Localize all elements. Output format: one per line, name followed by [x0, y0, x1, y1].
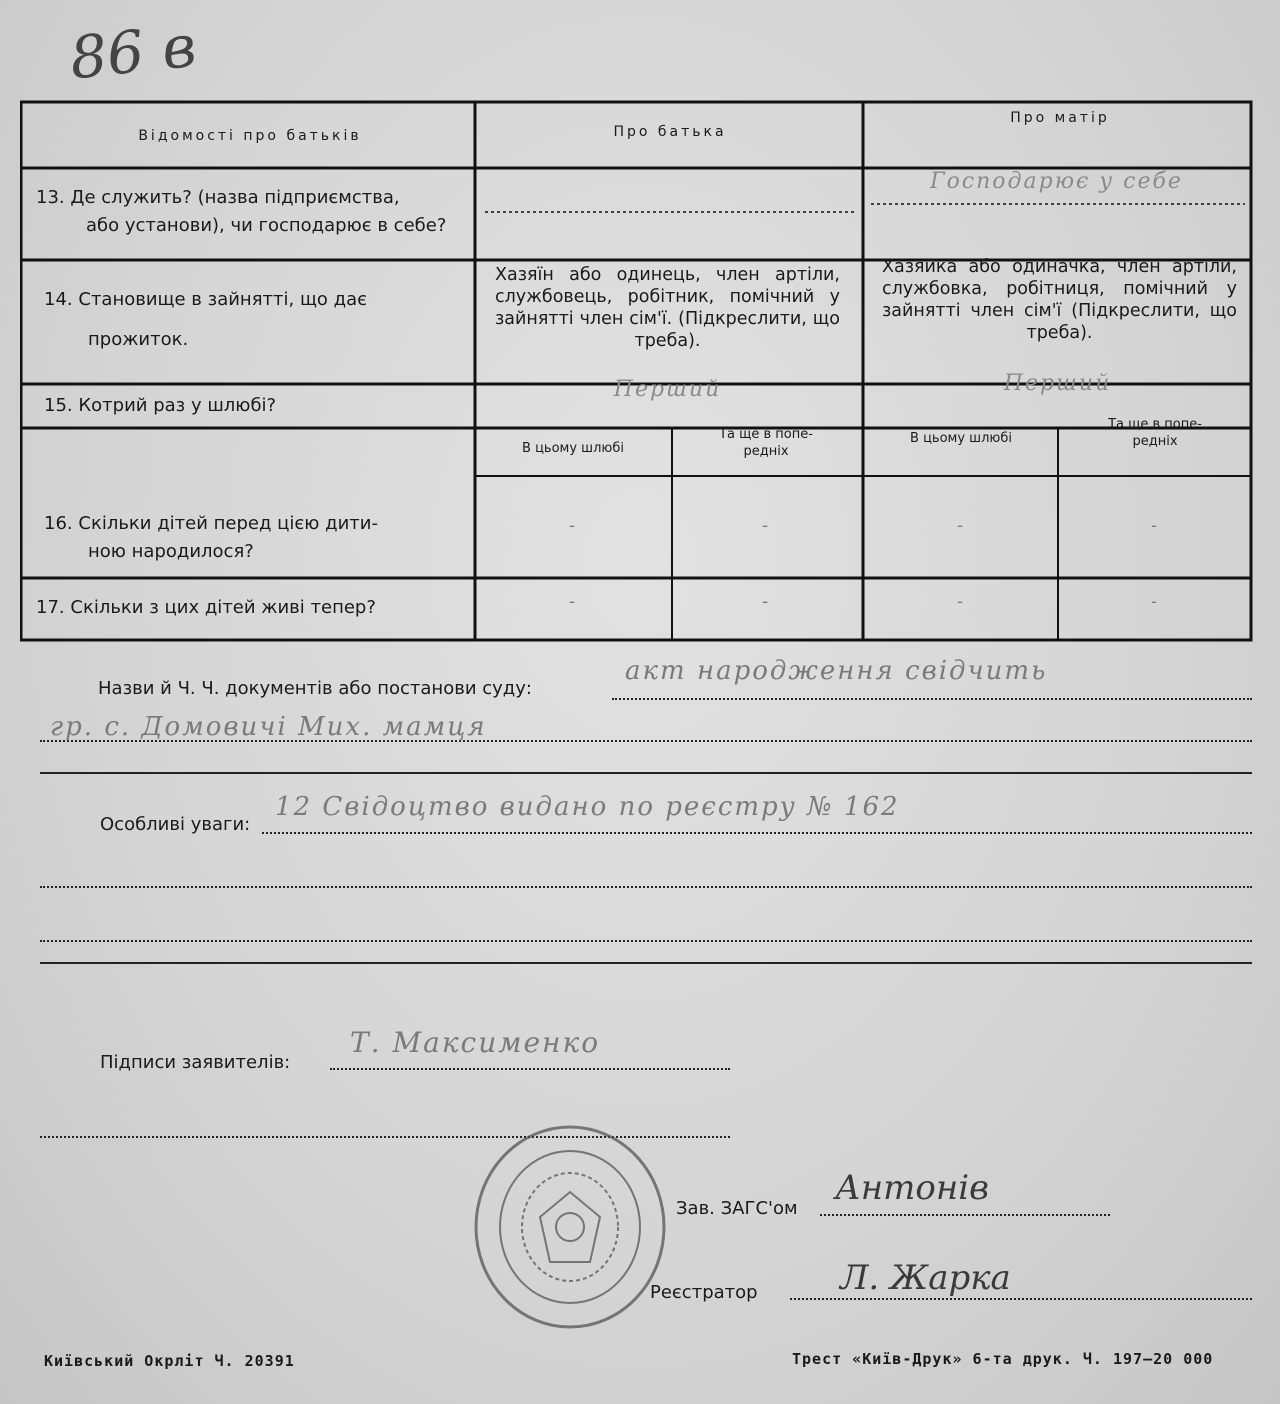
documents-value-line1: акт народження свідчить — [625, 656, 1048, 686]
row-14-question-line1: Становище в зайнятті, що дає — [78, 289, 367, 310]
row-15-mother-value: Перший — [1003, 371, 1112, 396]
registrar-signature: Л. Жарка — [840, 1258, 1011, 1298]
documents-rule — [40, 772, 1252, 774]
row-13-question-line2: або установи), чи господарює в себе? — [86, 215, 447, 236]
row-16-question-line1: Скільки дітей перед цією дити- — [78, 513, 378, 534]
applicants-signatures-line — [330, 1068, 730, 1070]
remarks-label: Особливі уваги: — [100, 814, 251, 835]
row-15-number: 15. — [44, 395, 73, 416]
row-16-value-4: - — [1150, 515, 1160, 536]
documents-line-1 — [612, 698, 1252, 700]
registrar-label: Реєстратор — [650, 1282, 758, 1303]
row-16-number: 16. — [44, 513, 73, 534]
row-16-father-previous-header: Та ще в попе- редніх — [719, 427, 813, 459]
row-15-question-line1: Котрий раз у шлюбі? — [78, 395, 277, 416]
remarks-rule — [40, 962, 1252, 964]
row-14-father-options: Хазяїн або одинець, член артіли, службовець, робітник, помічний у зайнятті член сім'ї. (Підкреслити, що треба). — [495, 265, 840, 351]
remarks-line-2 — [40, 886, 1252, 888]
row-13-mother-value: Господарює у себе — [930, 169, 1183, 194]
row-16-father-this-marriage-header: В цьому шлюбі — [522, 441, 624, 456]
row-15-question — [44, 392, 469, 420]
parents-info-table — [20, 82, 1255, 642]
applicants-signatures-value: Т. Максименко — [350, 1026, 601, 1059]
documents-label: Назви й Ч. Ч. документів або постанови суду: — [98, 678, 532, 699]
row-17-value-3: - — [956, 591, 966, 612]
row-17-question-line1: Скільки з цих дітей живі тепер? — [70, 597, 376, 618]
row-13-number: 13. — [36, 187, 65, 208]
page-number: 86 в — [66, 11, 200, 93]
row-16-value-1: - — [568, 515, 578, 536]
header-parents-info: Відомості про батьків — [138, 128, 362, 144]
registrar-line — [790, 1298, 1252, 1300]
header-about-mother: Про матір — [1010, 110, 1110, 126]
row-13-question — [36, 184, 471, 240]
row-17-value-1: - — [568, 591, 578, 612]
row-16-question — [44, 510, 469, 566]
zags-head-line — [820, 1214, 1110, 1216]
row-16-value-3: - — [956, 515, 966, 536]
row-14-mother-options: Хазяйка або одиначка, член артіли, службовка, робітниця, помічний у зайнятті член сім'ї (Підкреслити, що треба). — [882, 257, 1237, 343]
row-15-father-value: Перший — [613, 377, 722, 402]
header-about-father: Про батька — [613, 124, 727, 140]
row-17-number: 17. — [36, 597, 65, 618]
row-14-question-line2: прожиток. — [88, 329, 189, 350]
row-16-value-2: - — [761, 515, 771, 536]
remarks-value: 12 Свідоцтво видано по реєстру № 162 — [275, 792, 900, 822]
row-17-value-4: - — [1150, 591, 1160, 612]
zags-head-signature: Антонів — [835, 1168, 989, 1208]
footer-publisher-left: Київський Окрліт Ч. 20391 — [44, 1352, 295, 1370]
row-16-mother-previous-header: Та ще в попе- редніх — [1108, 417, 1202, 449]
official-seal-stamp — [470, 1122, 670, 1332]
row-13-question-line1: Де служить? (назва підприємства, — [70, 187, 400, 208]
row-14-question — [44, 280, 469, 360]
zags-head-label: Зав. ЗАГС'ом — [676, 1198, 798, 1219]
row-14-number: 14. — [44, 289, 73, 310]
row-16-mother-this-marriage-header: В цьому шлюбі — [910, 431, 1012, 446]
documents-value-line2: гр. с. Домовичі Мих. мамця — [50, 712, 487, 742]
remarks-line-3 — [40, 940, 1252, 942]
row-17-question — [36, 594, 471, 622]
applicants-signatures-label: Підписи заявителів: — [100, 1052, 291, 1073]
remarks-line-1 — [262, 832, 1252, 834]
row-16-question-line2: ною народилося? — [88, 541, 254, 562]
row-17-value-2: - — [761, 591, 771, 612]
footer-publisher-right: Трест «Київ-Друк» 6-та друк. Ч. 197—20 000 — [792, 1350, 1214, 1368]
